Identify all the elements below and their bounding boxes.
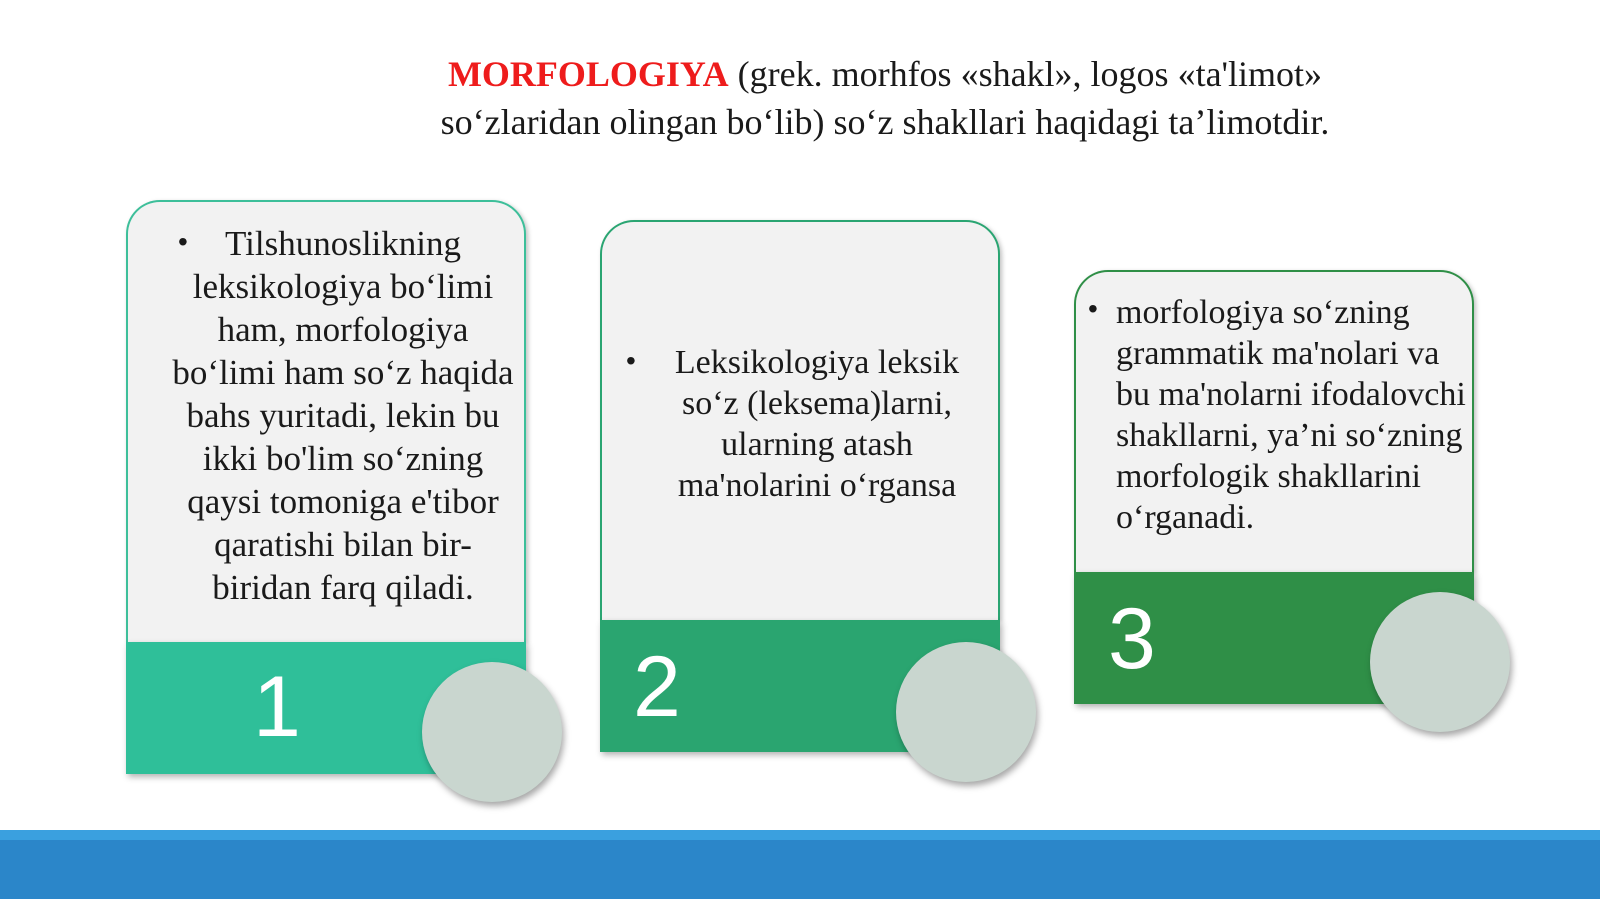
card-2-text: Leksikologiya leksik so‘z (leksema)larni, ularning atash ma'nolarini o‘rgansa <box>674 344 960 504</box>
slide-title <box>360 50 1410 146</box>
card-2-circle <box>896 642 1036 782</box>
card-1-text: Tilshunoslikning leksikologiya bo‘limi ham, morfologiya bo‘limi ham so‘z haqida bahs yuritadi, lekin bu ikki bo'lim so‘zning qaysi tomoniga e'tibor qaratishi bilan bir-biridan farq qiladi. <box>172 224 514 607</box>
card-2-text-block <box>626 342 982 506</box>
card-3-circle <box>1370 592 1510 732</box>
card-1-circle <box>422 662 562 802</box>
bullet-icon: • <box>178 226 188 257</box>
card-2-number: 2 <box>633 639 681 735</box>
card-3-text: morfologiya so‘zning grammatik ma'nolari va bu ma'nolarni ifodalovchi shakllarni, ya’ni so‘zning morfologik shakllarini o‘rganadi. <box>1116 294 1466 536</box>
card-1-number: 1 <box>253 659 301 755</box>
bullet-icon: • <box>1088 293 1098 324</box>
card-3-text-block <box>1088 292 1471 538</box>
footer-bar <box>0 840 1600 899</box>
title-term: MORFOLOGIYA <box>447 54 729 94</box>
title-line2: so‘zlaridan olingan bo‘lib) so‘z shakllari haqidagi ta’limotdir. <box>440 102 1330 142</box>
title-line1-rest: (grek. morhfos «shakl», logos «ta'limot» <box>728 54 1323 94</box>
card-1-text-panel <box>126 200 526 642</box>
card-1-text-block <box>168 222 518 609</box>
footer-accent-line <box>0 830 1600 840</box>
card-3-text-panel <box>1074 270 1474 572</box>
card-3-number: 3 <box>1108 591 1156 687</box>
bullet-icon: • <box>626 345 636 376</box>
card-2-text-panel <box>600 220 1000 620</box>
